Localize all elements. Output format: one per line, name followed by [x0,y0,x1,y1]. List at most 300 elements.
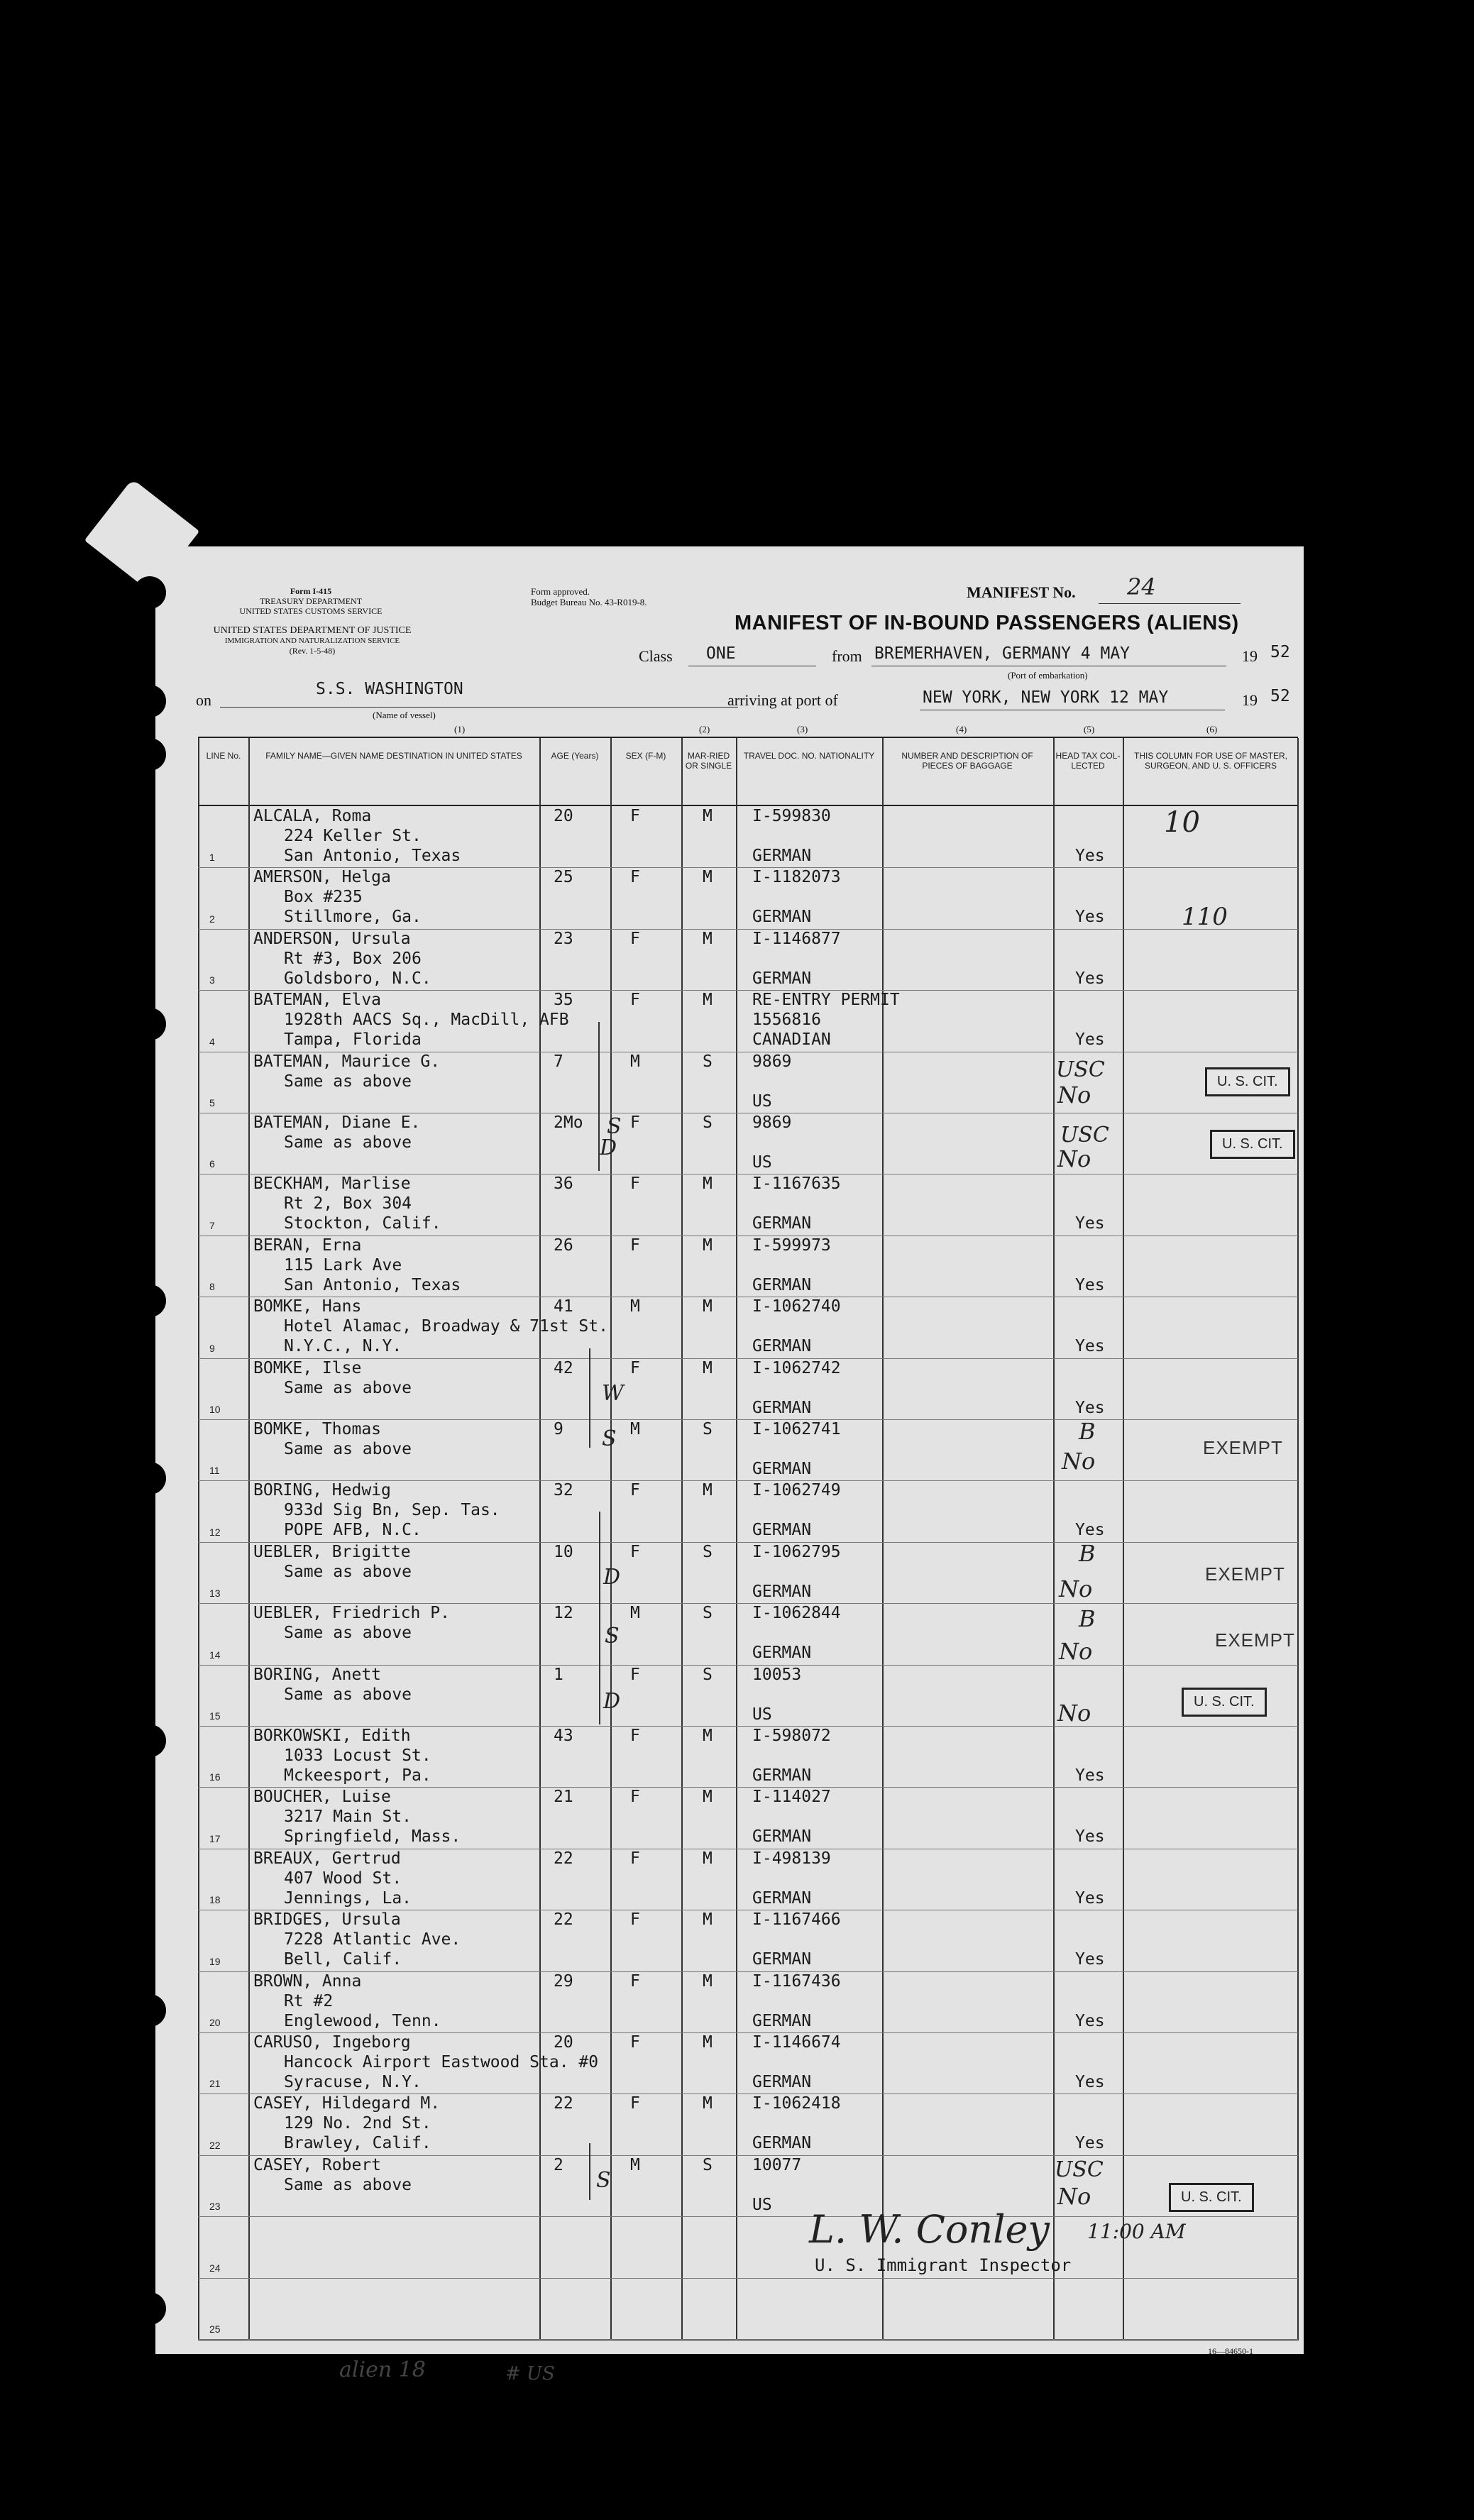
exempt-stamp: EXEMPT [1215,1629,1295,1651]
family-bracket [599,1512,600,1724]
travel-doc: I-498139 [752,1849,831,1868]
head-tax: Yes [1075,1766,1105,1785]
passenger-marital: S [703,1113,713,1132]
no-mark: No [1059,1575,1093,1602]
budget-number: Budget Bureau No. 43-R019-8. [531,597,647,607]
passenger-age: 32 [554,1481,573,1500]
passenger-age: 23 [554,930,573,948]
nationality: GERMAN [752,1827,812,1846]
passenger-name: CASEY, Robert [253,2156,382,2174]
passenger-age: 41 [554,1297,573,1316]
nationality: GERMAN [752,1583,812,1601]
travel-doc: I-1146674 [752,2033,841,2052]
dept-ins: IMMIGRATION AND NATURALIZATION SERVICE [224,637,400,645]
colhead-age: AGE (Years) [551,751,599,761]
travel-doc: 9869 [752,1052,792,1071]
passenger-sex: M [630,1604,640,1622]
travel-doc: I-1062418 [752,2094,841,2113]
colhead-name: FAMILY NAME—GIVEN NAME DESTINATION IN UNITED STATES [265,751,522,761]
passenger-name: BORKOWSKI, Edith [253,1727,411,1745]
head-tax: Yes [1075,908,1105,926]
inspector-title: U. S. Immigrant Inspector [815,2255,1072,2275]
passenger-age: 20 [554,807,573,825]
line-number: 14 [209,1649,221,1661]
row-divider [198,1358,1298,1359]
head-tax: Yes [1075,1889,1105,1908]
travel-doc: I-1167436 [752,1972,841,1991]
d-mark: D [603,1565,621,1590]
passenger-sex: F [630,1666,640,1684]
line-number: 15 [209,1710,221,1722]
nationality: US [752,1705,772,1724]
passenger-address: Box #235 [284,888,363,906]
passenger-name: BERAN, Erna [253,1236,362,1255]
passenger-sex: F [630,807,640,825]
nationality: GERMAN [752,1337,812,1355]
col-num-5: (5) [1084,724,1095,734]
passenger-name: BORING, Anett [253,1666,382,1684]
passenger-sex: M [630,2156,640,2174]
colhead-sex: SEX (F-M) [625,751,666,761]
punch-hole [133,1994,166,2027]
colhead-line: LINE No. [206,751,241,761]
nationality: GERMAN [752,2134,812,2152]
form-code: 16—84650-1 [1208,2346,1253,2356]
travel-doc: I-1062749 [752,1481,841,1500]
embark-note: (Port of embarkation) [1008,670,1088,681]
travel-doc: I-1146877 [752,930,841,948]
passenger-sex: F [630,930,640,948]
line-number: 12 [209,1526,221,1538]
vessel-note: (Name of vessel) [373,710,436,720]
passenger-name: BATEMAN, Diane E. [253,1113,421,1132]
passenger-address: Stillmore, Ga. [284,908,422,926]
passenger-marital: M [703,2033,713,2052]
head-tax: Yes [1075,847,1105,865]
passenger-address: Mckeesport, Pa. [284,1766,431,1785]
bottom-note: # US [505,2363,555,2384]
w-mark: W [602,1381,624,1406]
passenger-sex: F [630,1727,640,1745]
passenger-address: 1033 Locust St. [284,1746,431,1765]
passenger-address: 1928th AACS Sq., MacDill, AFB [284,1011,569,1029]
passenger-address: Hancock Airport Eastwood Sta. #0 [284,2053,599,2071]
passenger-address: Same as above [284,1379,412,1397]
nationality: GERMAN [752,1889,812,1908]
passenger-marital: M [703,1972,713,1991]
exempt-stamp: EXEMPT [1205,1563,1285,1585]
class-label: Class [639,647,673,665]
travel-doc: 10053 [752,1666,802,1684]
table-top-border [198,737,1298,738]
year-2: 52 [1270,687,1290,705]
table-header-border [198,805,1298,806]
passenger-sex: F [630,868,640,886]
vessel-name: S.S. WASHINGTON [316,680,463,698]
passenger-age: 7 [554,1052,563,1071]
vessel-underline [220,707,738,708]
line-number: 20 [209,2017,221,2028]
passenger-name: CASEY, Hildegard M. [253,2094,441,2113]
passenger-marital: M [703,1788,713,1806]
nationality: GERMAN [752,1766,812,1785]
b-mark: B [1079,1605,1096,1632]
passenger-sex: F [630,1849,640,1868]
dept-justice: UNITED STATES DEPARTMENT OF JUSTICE [213,625,412,636]
line-number: 6 [209,1158,215,1170]
nationality: CANADIAN [752,1030,831,1049]
handwritten-10: 10 [1164,806,1200,839]
col-num-3: (3) [797,724,808,734]
passenger-name: AMERSON, Helga [253,868,391,886]
col-border [736,738,737,2340]
exempt-stamp: EXEMPT [1203,1437,1283,1458]
passenger-address: N.Y.C., N.Y. [284,1337,402,1355]
travel-doc: I-1062742 [752,1359,841,1377]
passenger-age: 20 [554,2033,573,2052]
arriving-value: NEW YORK, NEW YORK 12 MAY [923,688,1169,707]
passenger-name: BOMKE, Hans [253,1297,362,1316]
no-mark: No [1057,2183,1091,2210]
travel-doc: I-599973 [752,1236,831,1255]
head-tax: Yes [1075,1030,1105,1049]
passenger-sex: F [630,1174,640,1193]
nationality: GERMAN [752,969,812,988]
nationality: US [752,1092,772,1111]
passenger-sex: F [630,1972,640,1991]
colhead-travel: TRAVEL DOC. NO. NATIONALITY [743,751,875,761]
passenger-marital: M [703,930,713,948]
passenger-age: 22 [554,1910,573,1929]
passenger-address: Stockton, Calif. [284,1214,441,1233]
passenger-address: Hotel Alamac, Broadway & 71st St. [284,1317,608,1336]
colhead-baggage: NUMBER AND DESCRIPTION OF PIECES OF BAGGAGE [901,751,1033,771]
head-tax: Yes [1075,2073,1105,2091]
line-number: 5 [209,1097,215,1108]
passenger-address: Syracuse, N.Y. [284,2073,422,2091]
s-mark: S [605,1624,620,1649]
nationality: GERMAN [752,2073,812,2091]
head-tax: Yes [1075,969,1105,988]
passenger-marital: S [703,1666,713,1684]
passenger-sex: F [630,1359,640,1377]
col-num-6: (6) [1206,724,1218,734]
passenger-marital: M [703,1297,713,1316]
col-num-1: (1) [454,724,466,734]
travel-doc: I-1062741 [752,1420,841,1438]
line-number: 18 [209,1894,221,1905]
row-divider [198,1971,1298,1972]
passenger-sex: M [630,1052,640,1071]
b-mark: B [1079,1540,1096,1567]
passenger-address: Same as above [284,1685,412,1704]
nationality: US [752,2196,772,2214]
travel-doc: 9869 [752,1113,792,1132]
passenger-name: BECKHAM, Marlise [253,1174,411,1193]
passenger-age: 21 [554,1788,573,1806]
passenger-marital: S [703,1543,713,1561]
from-value: BREMERHAVEN, GERMANY 4 MAY [874,644,1131,663]
from-label: from [832,647,862,665]
dept-block [192,626,433,656]
travel-doc: RE-ENTRY PERMIT [752,991,900,1009]
passenger-sex: F [630,991,640,1009]
passenger-sex: F [630,2033,640,2052]
passenger-marital: S [703,1604,713,1622]
passenger-address: POPE AFB, N.C. [284,1521,422,1539]
manifest-underline [1099,603,1241,604]
passenger-age: 29 [554,1972,573,1991]
family-bracket [589,1348,590,1448]
passenger-sex: F [630,2094,640,2113]
s-mark: S [607,1114,622,1139]
passenger-age: 25 [554,868,573,886]
usc-mark: USC [1055,2157,1104,2182]
col-border [198,738,199,2340]
col-num-4: (4) [956,724,967,734]
no-mark: No [1057,1145,1091,1172]
passenger-name: BATEMAN, Elva [253,991,382,1009]
passenger-marital: S [703,2156,713,2174]
travel-doc: I-1062740 [752,1297,841,1316]
line-number: 10 [209,1404,221,1415]
line-number: 25 [209,2323,221,2335]
usc-mark: USC [1056,1057,1105,1082]
passenger-age: 2Mo [554,1113,583,1132]
passenger-address: Same as above [284,1133,412,1152]
passenger-name: ANDERSON, Ursula [253,930,411,948]
passenger-address: Goldsboro, N.C. [284,969,431,988]
us-cit-stamp: U. S. CIT. [1210,1130,1295,1159]
nationality: GERMAN [752,1950,812,1969]
row-divider [198,2216,1298,2217]
manifest-title: MANIFEST OF IN-BOUND PASSENGERS (ALIENS) [735,612,1239,634]
passenger-sex: F [630,1236,640,1255]
passenger-age: 10 [554,1543,573,1561]
col-border [248,738,250,2340]
passenger-address: 933d Sig Bn, Sep. Tas. [284,1501,500,1519]
dept-treasury: TREASURY DEPARTMENT [259,596,363,606]
nationality: US [752,1153,772,1172]
rev-date: (Rev. 1-5-48) [289,646,336,656]
colhead-married: MAR-RIED OR SINGLE [685,751,732,771]
nationality: GERMAN [752,1276,812,1294]
travel-doc: I-1167635 [752,1174,841,1193]
class-value: ONE [706,644,736,663]
passenger-sex: F [630,1788,640,1806]
head-tax: Yes [1075,1337,1105,1355]
bottom-note: alien 18 [339,2357,426,2382]
head-tax: Yes [1075,2012,1105,2030]
passenger-age: 42 [554,1359,573,1377]
punch-hole [133,685,166,717]
passenger-address: Same as above [284,1072,412,1091]
nationality: GERMAN [752,1460,812,1478]
col-border [882,738,884,2340]
passenger-address: Jennings, La. [284,1889,412,1908]
no-mark: No [1057,1700,1091,1727]
year-1: 52 [1270,643,1290,661]
no-mark: No [1059,1638,1093,1665]
punch-hole [133,576,166,609]
passenger-address: Bell, Calif. [284,1950,402,1969]
passenger-name: CARUSO, Ingeborg [253,2033,411,2052]
col-border [1053,738,1055,2340]
line-number: 23 [209,2201,221,2212]
passenger-address: Same as above [284,1440,412,1458]
form-number-block [226,586,396,616]
row-divider [198,2339,1298,2340]
travel-doc: I-1062844 [752,1604,841,1622]
passenger-name: BOMKE, Thomas [253,1420,382,1438]
col-num-2: (2) [699,724,710,734]
line-number: 2 [209,913,215,925]
passenger-address: Rt 2, Box 304 [284,1194,412,1213]
line-number: 13 [209,1588,221,1599]
punch-hole [133,1462,166,1495]
passenger-sex: F [630,1910,640,1929]
passenger-age: 1 [554,1666,563,1684]
passenger-marital: M [703,1910,713,1929]
passenger-address: Same as above [284,1624,412,1642]
punch-hole [133,1724,166,1757]
head-tax: Yes [1075,1827,1105,1846]
line-number: 21 [209,2078,221,2089]
approval-block [531,586,647,607]
line-number: 16 [209,1771,221,1783]
passenger-marital: S [703,1420,713,1438]
travel-doc: I-1062795 [752,1543,841,1561]
passenger-age: 22 [554,1849,573,1868]
passenger-address: San Antonio, Texas [284,847,461,865]
passenger-name: BORING, Hedwig [253,1481,391,1500]
col-border [681,738,683,2340]
col-border [1123,738,1124,2340]
dept-customs: UNITED STATES CUSTOMS SERVICE [239,606,383,616]
manifest-number: 24 [1127,573,1156,600]
travel-doc: 1556816 [752,1011,821,1029]
passenger-marital: M [703,1174,713,1193]
col-border [539,738,541,2340]
us-cit-stamp: U. S. CIT. [1169,2183,1254,2212]
passenger-address: 3217 Main St. [284,1808,412,1826]
passenger-sex: F [630,1481,640,1500]
line-number: 4 [209,1036,215,1047]
passenger-sex: M [630,1297,640,1316]
passenger-name: UEBLER, Brigitte [253,1543,411,1561]
passenger-age: 9 [554,1420,563,1438]
passenger-address: 7228 Atlantic Ave. [284,1930,461,1949]
us-cit-stamp: U. S. CIT. [1205,1067,1290,1096]
passenger-address: Rt #2 [284,1992,334,2010]
arriving-label: arriving at port of [727,691,838,709]
passenger-marital: M [703,2094,713,2113]
form-number: Form I-415 [290,586,332,596]
passenger-address: Rt #3, Box 206 [284,950,422,968]
nationality: GERMAN [752,2012,812,2030]
signature-time: 11:00 AM [1087,2220,1186,2243]
passenger-age: 26 [554,1236,573,1255]
travel-doc: 10077 [752,2156,802,2174]
line-number: 7 [209,1220,215,1231]
d-mark: D [603,1689,621,1714]
no-mark: No [1057,1082,1091,1108]
passenger-marital: M [703,1359,713,1377]
line-number: 22 [209,2140,221,2151]
passenger-name: BREAUX, Gertrud [253,1849,401,1868]
line-number: 24 [209,2262,221,2274]
passenger-address: 407 Wood St. [284,1869,402,1888]
passenger-marital: M [703,1849,713,1868]
year-prefix-1: 19 [1242,647,1258,665]
head-tax: Yes [1075,1399,1105,1417]
passenger-name: BRIDGES, Ursula [253,1910,401,1929]
nationality: GERMAN [752,1521,812,1539]
s-mark: S [602,1426,617,1451]
punch-hole [133,738,166,771]
passenger-name: ALCALA, Roma [253,807,372,825]
passenger-sex: F [630,1113,640,1132]
row-divider [198,2278,1298,2279]
punch-hole [133,1008,166,1040]
passenger-name: BROWN, Anna [253,1972,362,1991]
head-tax: Yes [1075,1276,1105,1294]
line-number: 19 [209,1956,221,1967]
nationality: GERMAN [752,847,812,865]
passenger-name: BOUCHER, Luise [253,1788,391,1806]
passenger-name: BATEMAN, Maurice G. [253,1052,441,1071]
passenger-marital: M [703,868,713,886]
line-number: 9 [209,1343,215,1354]
b-mark: B [1079,1418,1096,1445]
on-label: on [196,691,211,709]
line-number: 8 [209,1281,215,1292]
passenger-address: Springfield, Mass. [284,1827,461,1846]
passenger-address: Tampa, Florida [284,1030,422,1049]
family-bracket [589,2143,590,2200]
passenger-address: San Antonio, Texas [284,1276,461,1294]
passenger-address: 115 Lark Ave [284,1256,402,1275]
s-mark: S [596,2168,611,2193]
passenger-age: 12 [554,1604,573,1622]
travel-doc: I-598072 [752,1727,831,1745]
no-mark: No [1062,1448,1096,1475]
passenger-address: Same as above [284,1563,412,1581]
line-number: 3 [209,974,215,986]
travel-doc: I-1182073 [752,868,841,886]
head-tax: Yes [1075,1950,1105,1969]
head-tax: Yes [1075,1214,1105,1233]
passenger-address: 129 No. 2nd St. [284,2114,431,2133]
passenger-sex: F [630,1543,640,1561]
passenger-name: UEBLER, Friedrich P. [253,1604,450,1622]
passenger-age: 43 [554,1727,573,1745]
head-tax: Yes [1075,2134,1105,2152]
line-number: 17 [209,1833,221,1844]
passenger-sex: M [630,1420,640,1438]
nationality: GERMAN [752,908,812,926]
line-number: 11 [209,1465,220,1476]
col-border [610,738,612,2340]
year-prefix-2: 19 [1242,691,1258,709]
head-tax: Yes [1075,1521,1105,1539]
passenger-marital: M [703,1481,713,1500]
passenger-address: Brawley, Calif. [284,2134,431,2152]
handwritten-110: 110 [1182,903,1228,931]
passenger-marital: M [703,1727,713,1745]
passenger-age: 36 [554,1174,573,1193]
travel-doc: I-599830 [752,807,831,825]
